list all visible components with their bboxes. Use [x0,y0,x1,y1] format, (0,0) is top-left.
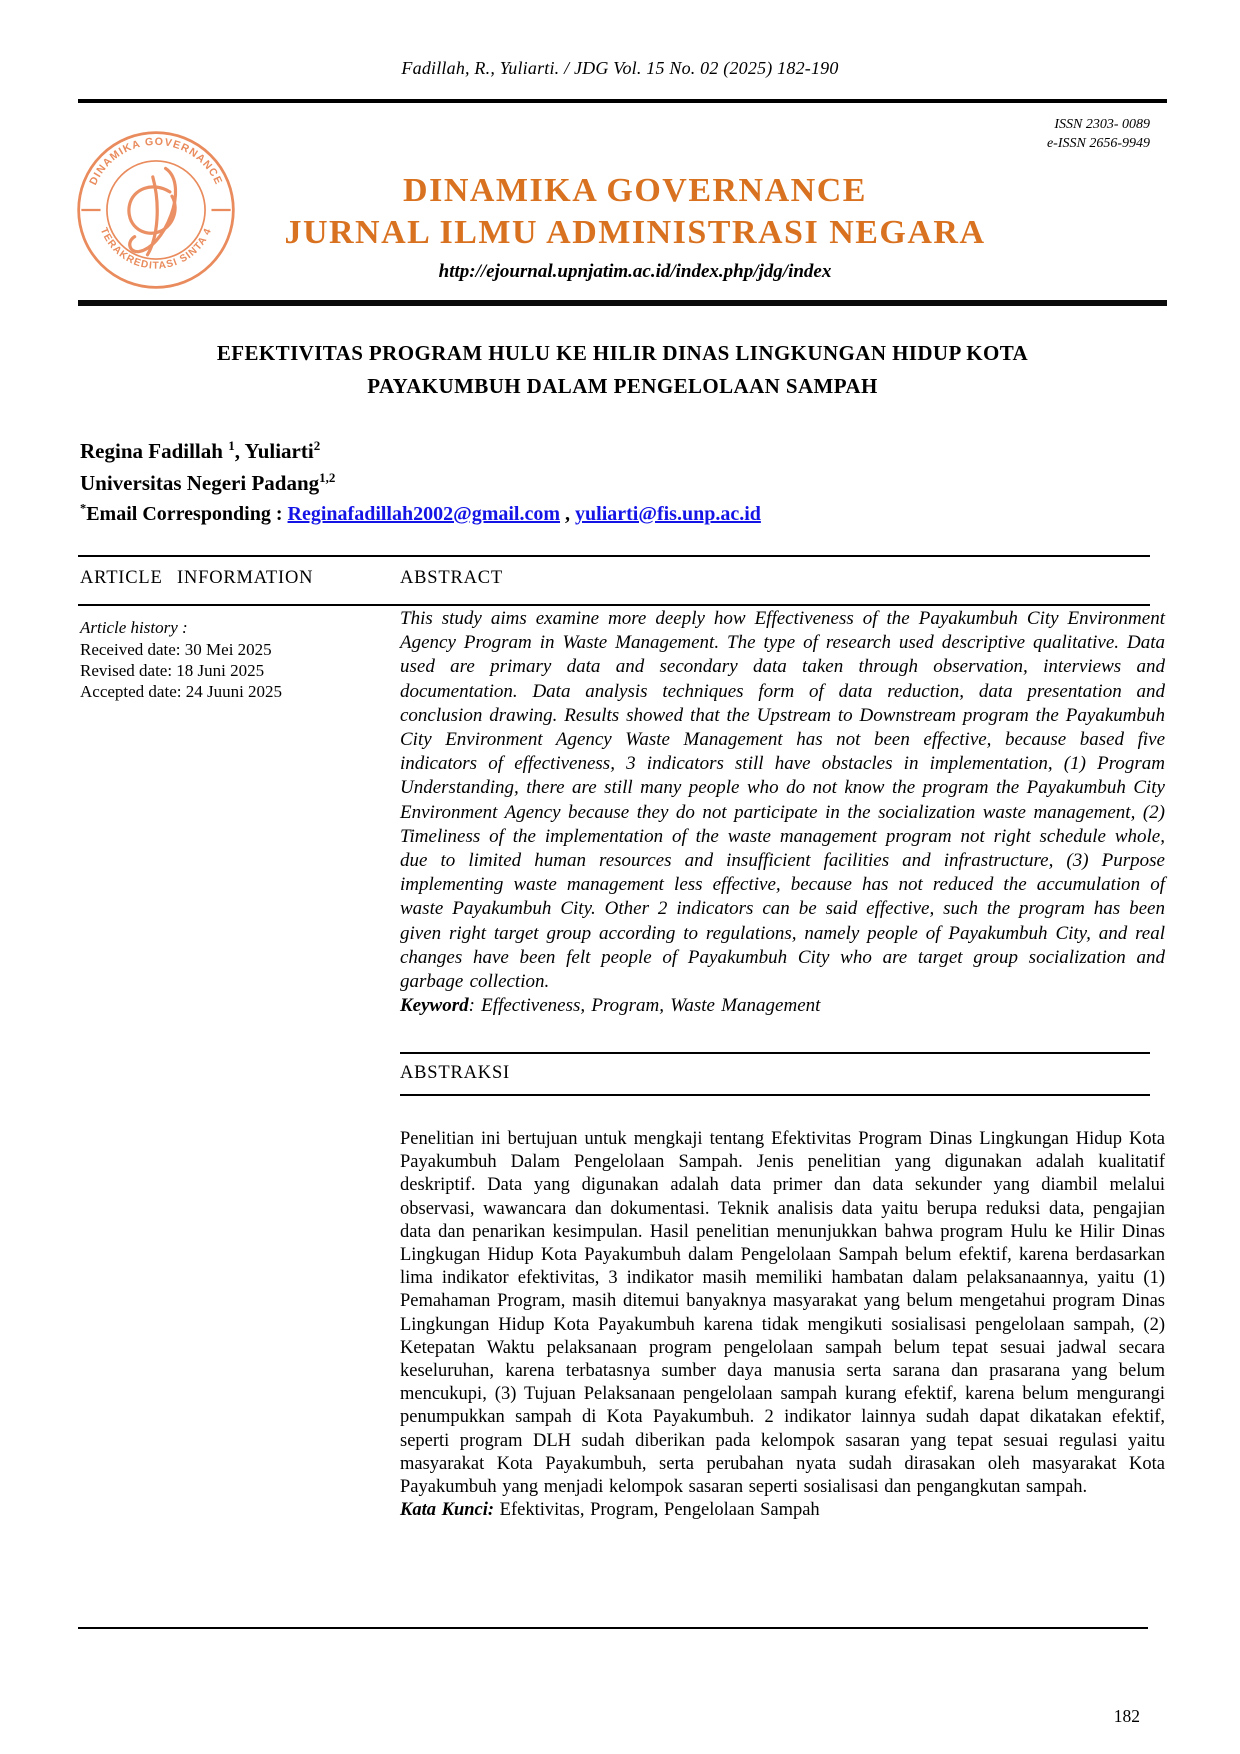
affiliation: Universitas Negeri Padang [80,471,320,495]
article-title-line1: EFEKTIVITAS PROGRAM HULU KE HILIR DINAS LINGKUNGAN HIDUP KOTA [216,341,1029,365]
email-corresponding-line [80,503,761,526]
article-history-label: Article history : [80,618,188,637]
accepted-date: Accepted date: 24 Juuni 2025 [80,682,283,701]
footer-rule [78,1627,1148,1629]
authors-line [80,439,320,464]
article-title-line2: PAYAKUMBUH DALAM PENGELOLAAN SAMPAH [367,374,878,398]
abstraksi-block [400,1128,1165,1522]
article-history-block [80,617,385,702]
received-date: Received date: 30 Mei 2025 [80,640,272,659]
abstract-header: ABSTRACT [400,568,504,588]
author-1-superscript: 1 [228,438,235,453]
email-asterisk: * [80,501,87,516]
email-label: Email Corresponding : [86,503,288,525]
author-separator: , [234,439,245,463]
article-title [78,337,1167,403]
abstract-text: This study aims examine more deeply how Effectiveness of the Payakumbuh City Environment Agency Program in Waste Management. The type of research used descriptive qualitative. Data used are primary data and secondary data taken through observation, interviews and documentation. Data analysis techniques form of data reduction, data presentation and conclusion drawing. Results showed that the Upstream to Downstream program the Payakumbuh City Environment Agency Waste Management has not been effective, because based five indicators of effectiveness, 3 indicators still have obstacles in implementation, (1) Program Understanding, there are still many people who do not know the program the Payakumbuh City Environment Agency because they do not participate in the socialization waste management, (2) Timeliness of the implementation of the waste management program not right schedule whole, due to limited human resources and insufficient facilities and infrastructure, (3) Purpose implementing waste management less effective, because has not reduced the accumulation of waste Payakumbuh City. Other 2 indicators can be said effective, such the program has been given right target group according to regulations, namely people of Payakumbuh City, and real changes have been felt people of Payakumbuh City who are target group socialization and garbage collection. [400,608,1165,993]
author-1: Regina Fadillah [80,439,229,463]
keyword-line [400,994,1165,1018]
abstraksi-header: ABSTRAKSI [400,1063,510,1083]
journal-url: http://ejournal.upnjatim.ac.id/index.php/jdg/index [438,261,832,282]
issn-block [1047,115,1150,153]
journal-title-line1: DINAMIKA GOVERNANCE [403,172,867,209]
kata-kunci-line [400,1499,1165,1522]
header-rule [78,99,1167,103]
journal-title-line2: JURNAL ILMU ADMINISTRASI NEGARA [284,214,986,251]
info-section-bottom-rule [78,604,1150,606]
kata-kunci-label: Kata Kunci: [400,1500,495,1521]
e-issn: e-ISSN 2656-9949 [1046,136,1150,151]
logo-arc-bottom-text: TERAKREDITASI SINTA 4 [97,226,215,272]
journal-header [105,170,1165,287]
revised-date: Revised date: 18 Juni 2025 [80,661,265,680]
keyword-values: : Effectiveness, Program, Waste Management [468,995,821,1017]
keyword-label: Keyword [400,995,469,1017]
email-link-author2[interactable]: yuliarti@fis.unp.ac.id [575,503,761,525]
author-2-superscript: 2 [313,438,321,453]
info-section-top-rule [78,555,1150,557]
abstraksi-text: Penelitian ini bertujuan untuk mengkaji tentang Efektivitas Program Dinas Lingkungan Hidup Kota Payakumbuh Dalam Pengelolaan Sampah. Jenis penelitian yang digunakan adalah kualitatif deskriptif. Data yang digunakan adalah data primer dan data sekunder yang diambil melalui observasi, wawancara dan dokumentasi. Teknik analisis data yaitu berupa reduksi data, pengajian data dan penarikan kesimpulan. Hasil penelitian menunjukkan bahwa program Hulu ke Hilir Dinas Lingkugan Hidup Kota Payakumbuh dalam Pengelolaan Sampah belum efektif, karena berdasarkan lima indikator efektivitas, 3 indikator masih memiliki hambatan dalam pelaksanaannya, yaitu (1) Pemahaman Program, masih ditemui banyaknya masyarakat yang belum mengetahui program Dinas Lingkungan Hidup Kota Payakumbuh karena tidak mengikuti sosialisasi pengelolaan sampah, (2) Ketepatan Waktu pelaksanaan program pengelolaan sampah belum tepat sesuai jadwal secara keseluruhan, karena terbatasnya sumber daya manusia serta sarana dan prasarana yang belum mencukupi, (3) Tujuan Pelaksanaan pengelolaan sampah kurang efektif, karena belum mengurangi penumpukkan sampah di Kota Payakumbuh. 2 indikator lainnya sudah dapat dikatakan efektif, seperti program DLH sudah diberikan pada kelompok sasaran yang tepat sesuai regulasi yaitu masyarakat Kota Payakumbuh, serta perubahan nyata sudah dirasakan oleh masyarakat Kota Payakumbuh yang menjadi kelompok sasaran seperti sosialisasi dan pengangkutan sampah. [400,1129,1165,1498]
email-links-separator: , [560,503,576,525]
logo-arc-top-text: DINAMIKA GOVERNANCE [87,135,225,188]
affiliation-superscript: 1,2 [319,470,336,485]
abstract-block [400,607,1165,1018]
page-number: 182 [1113,1706,1140,1726]
article-information-header: ARTICLE INFORMATION [80,568,314,588]
affiliation-line [80,471,335,496]
kata-kunci-values: Efektivitas, Program, Pengelolaan Sampah [494,1500,820,1521]
email-link-author1[interactable]: Reginafadillah2002@gmail.com [287,503,561,525]
abstraksi-top-rule [400,1052,1150,1054]
author-2: Yuliarti [244,439,314,463]
running-head: Fadillah, R., Yuliarti. / JDG Vol. 15 No. 02 (2025) 182-190 [401,58,839,78]
header-rule-thick [78,300,1167,306]
issn: ISSN 2303- 0089 [1054,117,1150,132]
abstraksi-bottom-rule [400,1094,1150,1096]
